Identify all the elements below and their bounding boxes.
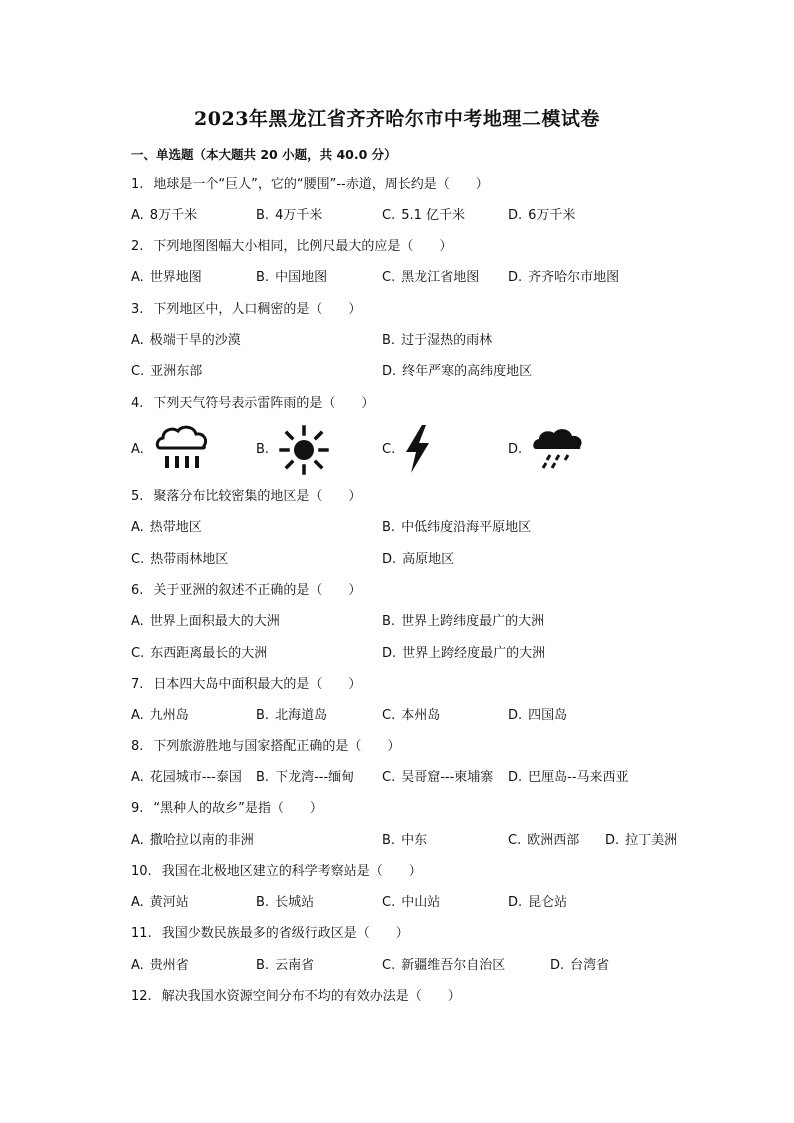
question-6 [131,582,361,600]
option-text: 世界上跨纬度最广的大洲 [401,614,545,629]
option-text: 中国地图 [275,270,328,285]
option-label: A. [131,708,144,723]
option-label: D. [508,442,523,457]
question-12 [131,988,461,1006]
option-b[interactable] [256,269,327,287]
question-text: 地球是一个“巨人”，它的“腰围”--赤道，周长约是（ ） [153,177,489,192]
question-text: 聚落分布比较密集的地区是（ ） [153,489,362,504]
question-number: 4. [131,396,144,411]
option-c[interactable] [382,957,505,975]
option-label: C. [382,958,396,973]
section-heading: 一、单选题（本大题共 20 小题，共 40.0 分） [131,147,397,162]
option-d[interactable] [605,832,677,850]
option-c[interactable] [131,645,267,663]
option-text: 四国岛 [528,708,568,723]
option-label: A. [131,333,144,348]
question-text: “黑种人的故乡”是指（ ） [153,801,323,816]
option-label: C. [382,770,396,785]
option-label: C. [382,270,396,285]
option-text: 欧洲西部 [527,833,580,848]
option-d[interactable] [382,363,532,381]
question-number: 12. [131,989,152,1004]
option-a[interactable] [131,519,202,537]
question-text: 下列天气符号表示雷阵雨的是（ ） [153,396,375,411]
option-a[interactable] [131,769,242,787]
option-a[interactable] [131,207,197,225]
option-d[interactable] [508,769,629,787]
option-text: 新疆维吾尔自治区 [401,958,506,973]
question-number: 2. [131,239,144,254]
option-label: C. [382,208,396,223]
option-b[interactable] [256,441,275,459]
option-label: B. [256,708,270,723]
option-b[interactable] [382,519,531,537]
option-c[interactable] [131,363,202,381]
option-text: 昆仑站 [528,895,568,910]
question-number: 6. [131,583,144,598]
option-c[interactable] [382,269,479,287]
option-label: B. [256,958,270,973]
option-c[interactable] [382,441,401,459]
question-9 [131,800,323,818]
option-c[interactable] [382,769,493,787]
option-text: 终年严寒的高纬度地区 [402,364,533,379]
option-text: 世界上跨经度最广的大洲 [402,646,546,661]
option-text: 世界地图 [149,270,202,285]
option-label: D. [508,895,523,910]
question-number: 5. [131,489,144,504]
option-text: 中东 [401,833,428,848]
option-text: 世界上面积最大的大洲 [149,614,280,629]
option-label: D. [508,708,523,723]
option-text: 黄河站 [149,895,189,910]
option-label: B. [382,520,396,535]
option-label: D. [508,770,523,785]
question-5 [131,488,361,506]
option-b[interactable] [256,894,314,912]
option-text: 巴厘岛--马来西亚 [528,770,629,785]
option-label: D. [605,833,620,848]
option-c[interactable] [382,707,440,725]
option-text: 北海道岛 [275,708,328,723]
option-label: C. [382,442,396,457]
question-text: 下列地区中，人口稠密的是（ ） [153,302,362,317]
sunny-icon [279,425,329,475]
option-text: 8万千米 [149,208,198,223]
option-text: 热带雨林地区 [150,552,229,567]
option-label: B. [256,770,270,785]
option-d[interactable] [550,957,609,975]
option-label: A. [131,958,144,973]
option-a[interactable] [131,269,202,287]
option-label: A. [131,520,144,535]
option-b[interactable] [256,957,314,975]
option-text: 齐齐哈尔市地图 [528,270,620,285]
question-8 [131,738,400,756]
option-label: D. [382,364,397,379]
option-label: A. [131,442,144,457]
question-number: 11. [131,926,152,941]
option-a[interactable] [131,332,241,350]
option-text: 过于湿热的雨林 [401,333,493,348]
option-label: D. [508,270,523,285]
heavy-rain-icon [154,424,210,472]
option-label: B. [382,833,396,848]
option-c[interactable] [382,894,440,912]
option-label: B. [382,333,396,348]
question-1 [131,176,489,194]
option-c[interactable] [508,832,579,850]
option-b[interactable] [256,707,327,725]
option-text: 黑龙江省地图 [401,270,480,285]
question-text: 关于亚洲的叙述不正确的是（ ） [153,583,362,598]
lightning-icon [402,424,432,474]
question-10 [131,863,422,881]
question-3 [131,301,361,319]
option-b[interactable] [382,832,427,850]
option-d[interactable] [508,269,619,287]
option-text: 下龙湾---缅甸 [275,770,355,785]
question-number: 10. [131,864,152,879]
option-text: 台湾省 [570,958,610,973]
option-label: D. [550,958,565,973]
question-number: 7. [131,677,144,692]
question-text: 下列旅游胜地与国家搭配正确的是（ ） [153,739,401,754]
option-text: 撒哈拉以南的非洲 [149,833,254,848]
option-text: 贵州省 [149,958,189,973]
option-label: C. [382,708,396,723]
thunder-shower-icon [530,427,586,473]
option-text: 5.1 亿千米 [401,208,466,223]
option-text: 长城站 [275,895,315,910]
option-label: B. [256,270,270,285]
option-label: B. [256,442,270,457]
question-text: 日本四大岛中面积最大的是（ ） [153,677,362,692]
option-label: B. [256,895,270,910]
option-a[interactable] [131,707,189,725]
option-label: A. [131,270,144,285]
option-d[interactable] [508,707,567,725]
option-label: C. [131,364,145,379]
option-label: A. [131,614,144,629]
page-title: 2023年黑龙江省齐齐哈尔市中考地理二模试卷 [194,108,600,130]
option-d[interactable] [382,551,454,569]
option-b[interactable] [256,207,322,225]
option-label: A. [131,208,144,223]
option-text: 花园城市---泰国 [149,770,242,785]
option-label: A. [131,895,144,910]
option-label: A. [131,770,144,785]
option-a[interactable] [131,894,189,912]
option-d[interactable] [382,645,545,663]
option-text: 本州岛 [401,708,441,723]
option-a[interactable] [131,832,254,850]
option-c[interactable] [382,207,465,225]
option-text: 4万千米 [275,208,323,223]
option-text: 6万千米 [528,208,576,223]
option-label: B. [256,208,270,223]
option-b[interactable] [256,769,354,787]
question-11 [131,925,409,943]
option-label: B. [382,614,396,629]
option-label: C. [131,552,145,567]
option-text: 热带地区 [149,520,202,535]
question-number: 9. [131,801,144,816]
option-text: 吴哥窟---柬埔寨 [401,770,494,785]
option-a[interactable] [131,957,189,975]
option-text: 九州岛 [149,708,189,723]
option-a[interactable] [131,441,150,459]
option-text: 拉丁美洲 [625,833,678,848]
option-label: D. [508,208,523,223]
question-4 [131,395,374,413]
option-label: A. [131,833,144,848]
option-text: 亚洲东部 [150,364,203,379]
question-number: 1. [131,177,144,192]
question-text: 下列地图图幅大小相同，比例尺最大的应是（ ） [153,239,453,254]
question-text: 我国在北极地区建立的科学考察站是（ ） [161,864,422,879]
option-label: C. [508,833,522,848]
option-text: 极端干旱的沙漠 [149,333,241,348]
option-d[interactable] [508,894,567,912]
option-label: D. [382,646,397,661]
option-label: D. [382,552,397,567]
option-b[interactable] [382,613,544,631]
option-c[interactable] [131,551,228,569]
question-number: 3. [131,302,144,317]
question-number: 8. [131,739,144,754]
option-d[interactable] [508,441,528,459]
option-text: 云南省 [275,958,315,973]
option-a[interactable] [131,613,280,631]
option-b[interactable] [382,332,492,350]
option-d[interactable] [508,207,575,225]
option-text: 高原地区 [402,552,455,567]
question-2 [131,238,452,256]
option-text: 东西距离最长的大洲 [150,646,268,661]
option-text: 中低纬度沿海平原地区 [401,520,532,535]
question-text: 我国少数民族最多的省级行政区是（ ） [161,926,409,941]
question-7 [131,676,361,694]
question-text: 解决我国水资源空间分布不均的有效办法是（ ） [161,989,461,1004]
option-text: 中山站 [401,895,441,910]
option-label: C. [131,646,145,661]
option-label: C. [382,895,396,910]
